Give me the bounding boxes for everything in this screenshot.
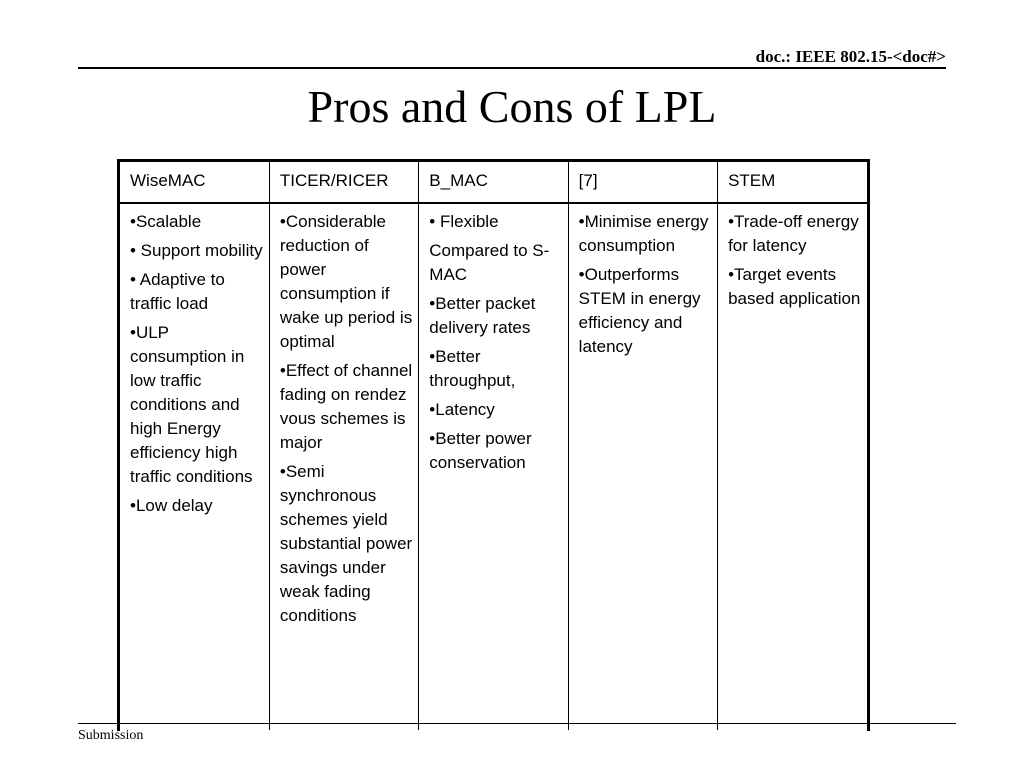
list-item: •Target events based application [728, 265, 861, 308]
cell-wisemac [120, 203, 269, 730]
list-item: •Better power conservation [429, 429, 532, 472]
list-item: •Better packet delivery rates [429, 294, 536, 337]
slide-title: Pros and Cons of LPL [307, 81, 717, 132]
wisemac-list [130, 210, 263, 518]
list-item: •ULP consumption in low traffic conditions and high Energy efficiency high traffic conditions [130, 323, 253, 486]
comparison-table-frame [117, 159, 870, 731]
list-item: •Outperforms STEM in energy efficiency and latency [578, 265, 701, 356]
b-mac-list [429, 210, 561, 475]
stem-list [728, 210, 861, 311]
table-header-row [120, 162, 867, 203]
col-header-stem: STEM [718, 162, 867, 203]
list-item: • Adaptive to traffic load [130, 270, 225, 313]
list-item: •Trade-off energy for latency [728, 212, 859, 255]
col-header-ticer-ricer: TICER/RICER [269, 162, 418, 203]
ref-7-list [579, 210, 711, 359]
list-item: • Flexible [429, 212, 499, 231]
list-item: •Latency [429, 400, 495, 419]
list-item: • Support mobility [130, 241, 263, 260]
header-divider [78, 67, 946, 69]
doc-id-header: doc.: IEEE 802.15-<doc#> [755, 47, 946, 66]
col-header-ref-7: [7] [568, 162, 717, 203]
ticer-ricer-list [280, 210, 412, 628]
col-header-wisemac: WiseMAC [120, 162, 269, 203]
list-item: •Effect of channel fading on rendez vous schemes is major [279, 361, 413, 452]
list-item: •Better throughput, [429, 347, 516, 390]
list-item: •Semi synchronous schemes yield substantial power savings under weak fading conditions [279, 462, 413, 625]
list-item: •Considerable reduction of power consumption if wake up period is optimal [279, 212, 413, 351]
list-item: Compared to S-MAC [429, 241, 550, 284]
cell-stem [718, 203, 867, 730]
footer-label: Submission [78, 728, 144, 743]
cell-ref-7 [568, 203, 717, 730]
cell-ticer-ricer [269, 203, 418, 730]
list-item: •Scalable [130, 212, 202, 231]
table-body-row [120, 203, 867, 730]
cell-b-mac [419, 203, 568, 730]
comparison-table [120, 162, 867, 730]
list-item: •Low delay [130, 496, 213, 515]
col-header-b-mac: B_MAC [419, 162, 568, 203]
footer-divider [78, 723, 956, 724]
list-item: •Minimise energy consumption [578, 212, 709, 255]
